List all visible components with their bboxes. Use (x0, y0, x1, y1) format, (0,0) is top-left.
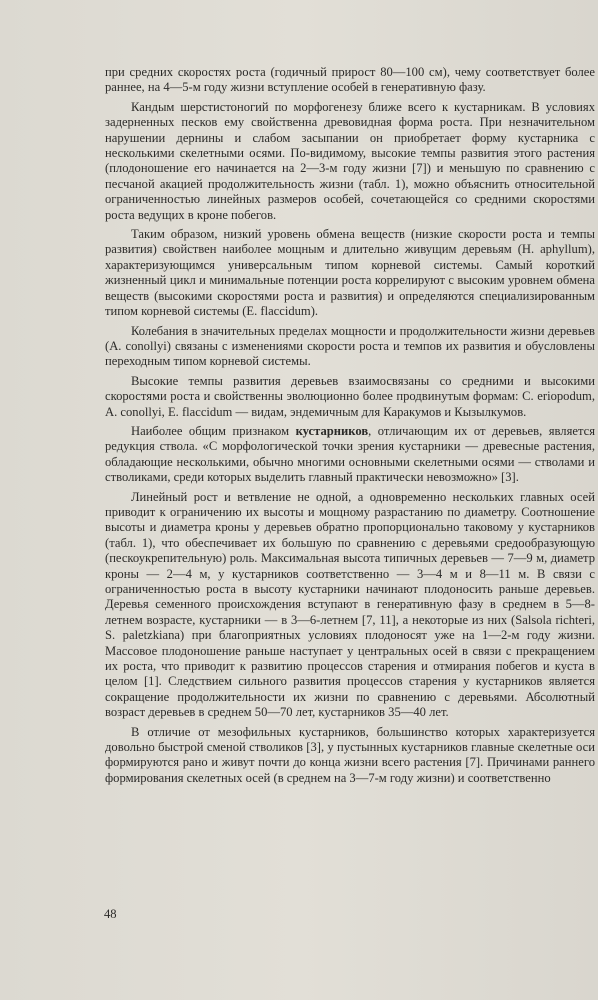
paragraph-text: Наиболее общим признаком (131, 423, 296, 438)
paragraph: при средних скоростях роста (годичный прирост 80—100 см), чему соответствует более раннее, на 4—5-м году жизни вступление особей в генеративную фазу. (105, 65, 595, 95)
paragraph: Линейный рост и ветвление не одной, а одновременно нескольких главных осей приводит к ограничению их высоты и мощному разрастанию по диаметру. Соотношение высоты и диаметра кроны у деревьев обратно пропорционально таковому у кустарников (табл. 1), что обеспечивает их большую по сравнению с деревьями средообразующую (пескоукрепительную) роль. Максимальная высота типичных деревьев — 7—9 м, диаметр кроны — 2—4 м, у кустарников соответственно — 3—4 м и 8—11 м. В связи с ограниченностью роста в высоту кустарники начинают плодоносить раньше деревьев. Деревья семенного происхождения вступают в генеративную фазу в среднем в 5—8-летнем возрасте, кустарники — в 3—6-летнем [7, 11], а некоторые из них (Salsola richteri, S. paletzkiana) при благоприятных условиях плодоносят уже на 1—2-м году жизни. Массовое плодоношение раньше наступает у центральных осей в связи с прекращением их роста, что приводит к развитию процессов старения и отмирания побегов и куста в целом [1]. Следствием сильного развития процессов старения у кустарников является сокращение продолжительности их жизни по сравнению с деревьями. Абсолютный возраст деревьев в среднем 50—70 лет, кустарников 35—40 лет. (105, 489, 595, 720)
page-body (105, 65, 595, 790)
paragraph: Кандым шерстистоногий по морфогенезу ближе всего к кустарникам. В условиях задерненных песков ему свойственна древовидная форма роста. При незначительном нарушении дернины и слабом засыпании он приобретает форму кустарника с несколькими скелетными осями. По-видимому, высокие темпы развития этого растения (плодоношение его начинается на 2—3-м году жизни [7]) и меньшую по сравнению с песчаной акацией продолжительность жизни (табл. 1), можно объяснить относительной ограниченностью линейных размеров особей, сочетающейся со средними скоростями роста ведущих в кроне побегов. (105, 99, 595, 222)
paragraph: Таким образом, низкий уровень обмена веществ (низкие скорости роста и темпы развития) свойствен наиболее мощным и длительно живущим деревьям (H. aphyllum), характеризующимся универсальным типом корневой системы. Самый короткий жизненный цикл и минимальные потенции роста коррелируют с высоким уровнем обмена веществ (высокими скоростями роста и развития) и определяются специализированным типом корневой системы (E. flaccidum). (105, 227, 595, 319)
paragraph: Колебания в значительных пределах мощности и продолжительности жизни деревьев (A. conollyi) связаны с изменениями скорости роста и темпов их развития и обусловлены переходным типом корневой системы. (105, 323, 595, 369)
paragraph-text: , отличающим их от деревьев, является редукция ствола. «С морфологической точки зрения кустарники — древесные растения, обладающие несколькими, обычно многими основными скелетными осями — стволами и стволиками, среди которых выделить главный практически невозможно» [3]. (105, 423, 595, 485)
paragraph: Высокие темпы развития деревьев взаимосвязаны со средними и высокими скоростями роста и свойственны эволюционно более продвинутым формам: C. eriopodum, A. conollyi, E. flaccidum — видам, эндемичным для Каракумов и Кызылкумов. (105, 373, 595, 419)
bold-term: кустарников (295, 423, 369, 438)
page-number: 48 (104, 907, 117, 921)
paragraph (105, 424, 595, 486)
paragraph: В отличие от мезофильных кустарников, большинство которых характеризуется довольно быстрой сменой стволиков [3], у пустынных кустарников главные скелетные оси формируются рано и живут почти до конца жизни всего растения [7]. Причинами раннего формирования скелетных осей (в среднем на 3—7-м году жизни) и соответственно (105, 724, 595, 785)
